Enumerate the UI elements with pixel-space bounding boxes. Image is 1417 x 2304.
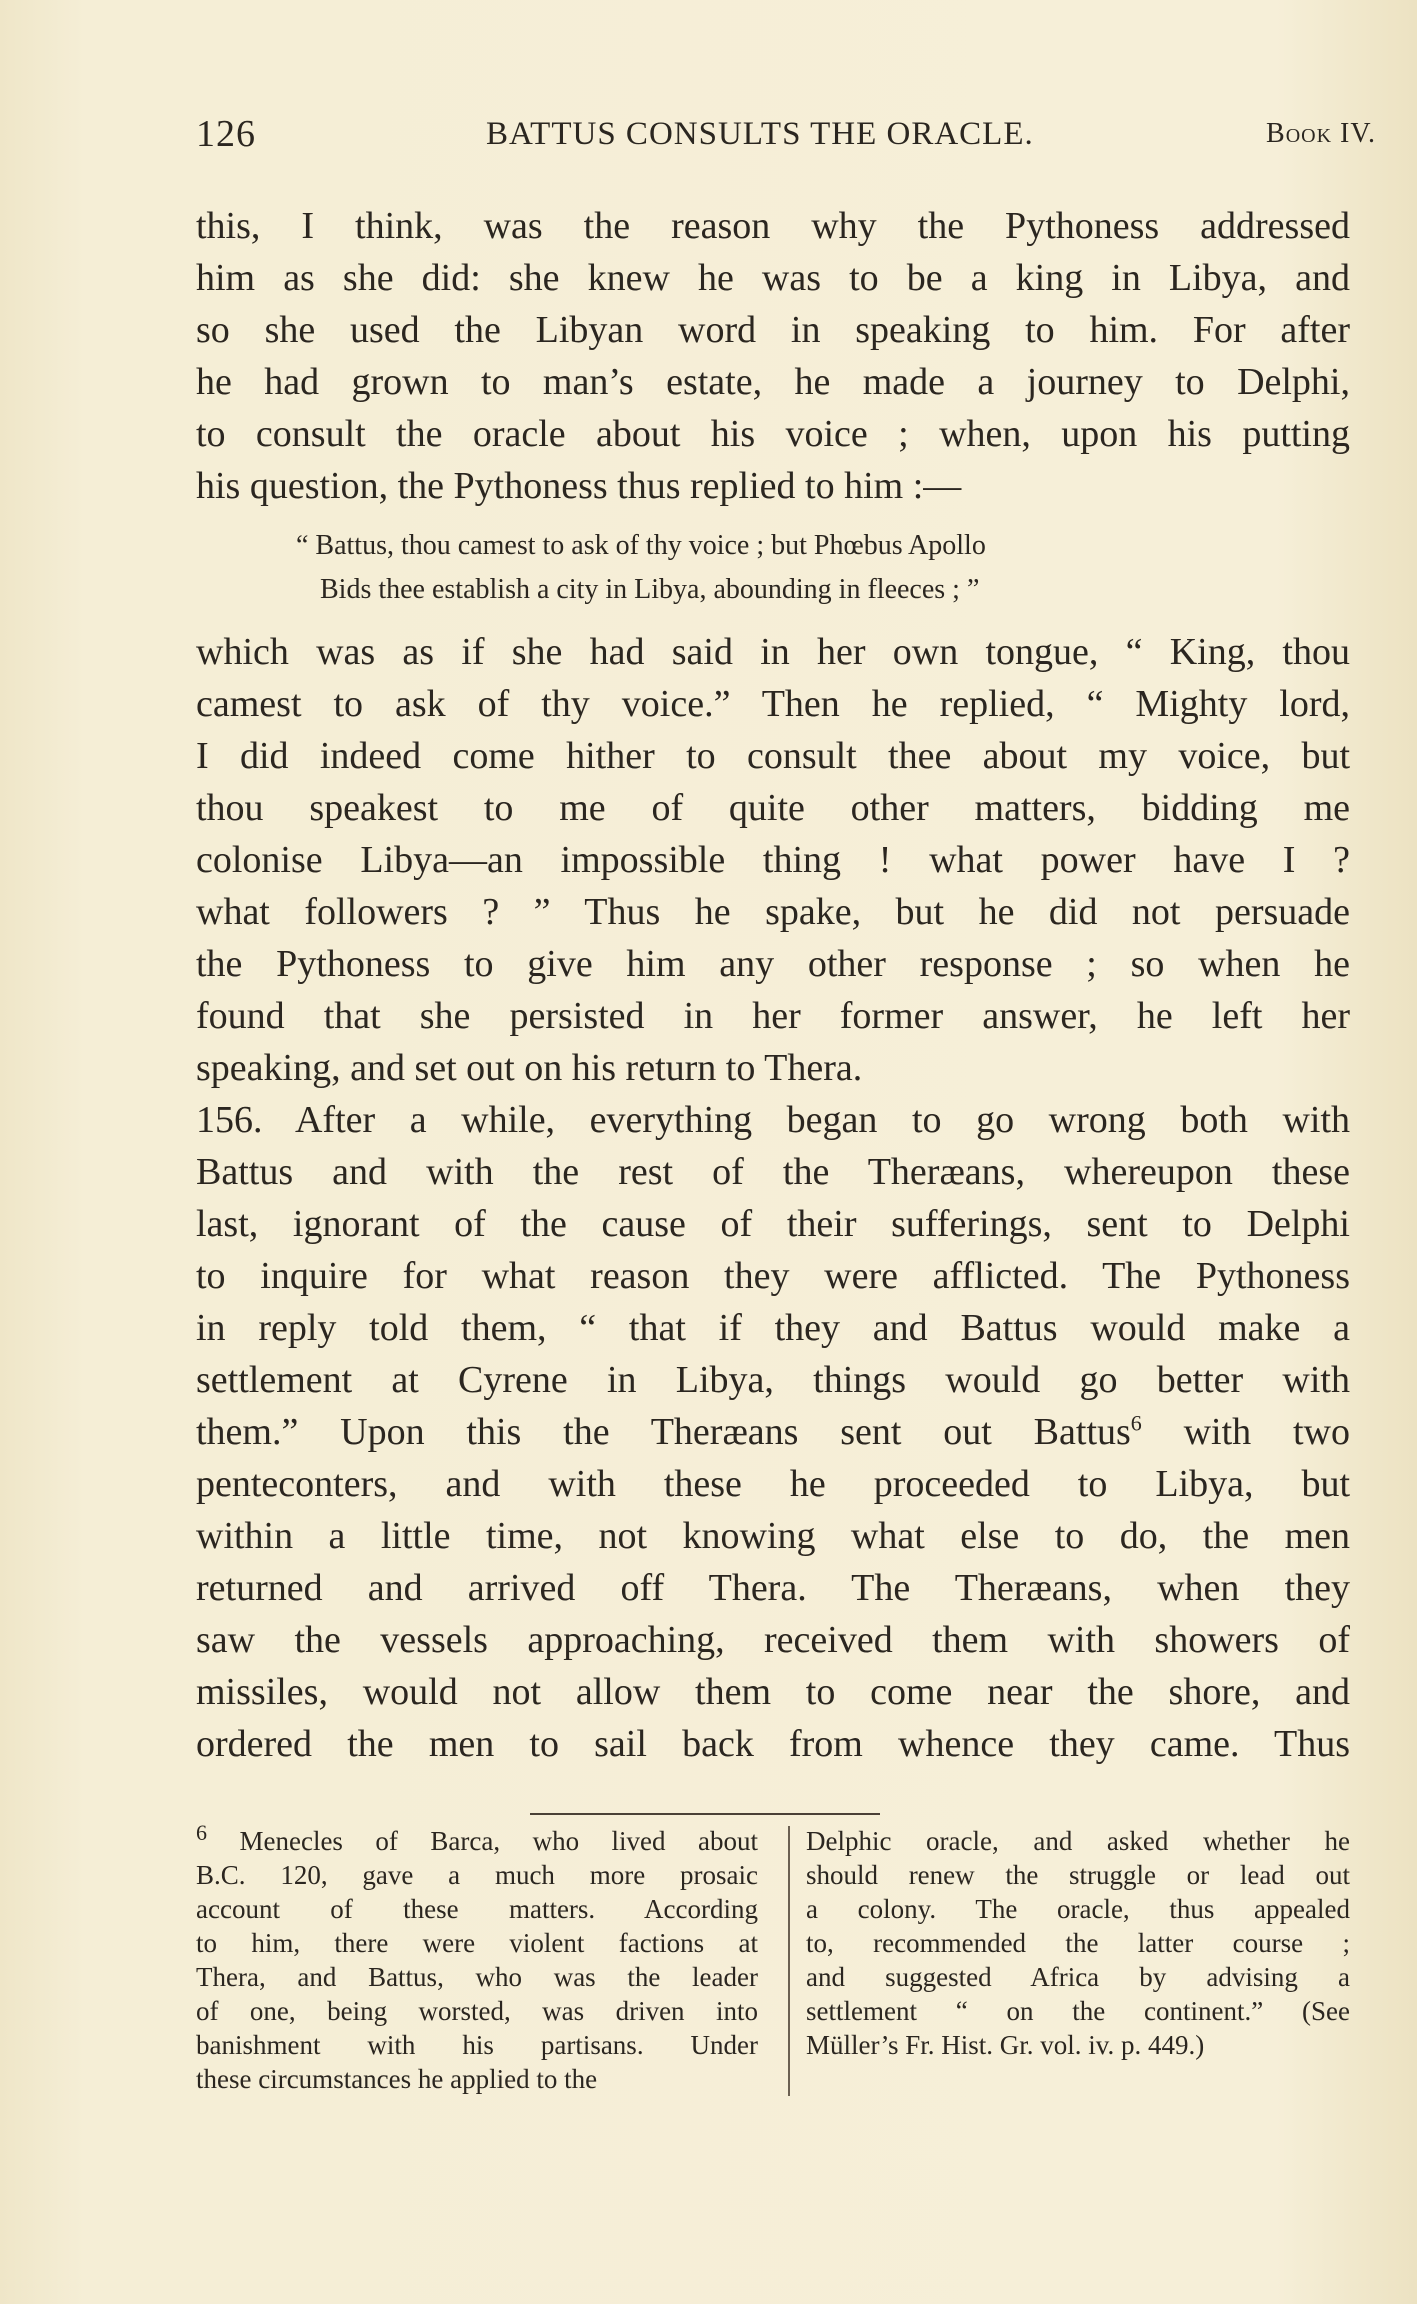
footnote-column-divider [788,1826,790,2096]
main-text [196,200,1350,1770]
text-line: settlement at Cyrene in Libya, things would go better with [196,1359,1350,1401]
text-line: colonise Libya—an impossible thing ! what power have I ? [196,839,1350,881]
text-line: this, I think, was the reason why the Pythoness addressed [196,205,1350,247]
text-line: speaking, and set out on his return to Thera. [196,1047,863,1089]
footnote-line: should renew the struggle or lead out [806,1860,1350,1890]
text-line: which was as if she had said in her own tongue, “ King, thou [196,631,1350,673]
footnote-line: Delphic oracle, and asked whether he [806,1826,1350,1856]
footnote-right-column [806,1824,1350,2062]
text-line: found that she persisted in her former answer, he left her [196,995,1350,1037]
footnote-divider [530,1813,880,1815]
footnote-line: B.C. 120, gave a much more prosaic [196,1860,758,1890]
text-line: I did indeed come hither to consult thee about my voice, but [196,735,1350,777]
text-line: his question, the Pythoness thus replied to him :— [196,465,962,507]
text-line: camest to ask of thy voice.” Then he replied, “ Mighty lord, [196,683,1350,725]
text-line: missiles, would not allow them to come near the shore, and [196,1671,1350,1713]
text-segment: them.” Upon this the Theræans sent out Battus [196,1411,1131,1453]
footnote-line: of one, being worsted, was driven into [196,1996,758,2026]
text-line: to inquire for what reason they were afflicted. The Pythoness [196,1255,1350,1297]
text-line: he had grown to man’s estate, he made a journey to Delphi, [196,361,1350,403]
text-line: within a little time, not knowing what else to do, the men [196,1515,1350,1557]
footnote-marker: 6 [196,1824,207,1845]
text-line-with-footnote [196,1406,1350,1458]
text-line: to consult the oracle about his voice ; when, upon his putting [196,413,1350,455]
text-line: thou speakest to me of quite other matters, bidding me [196,787,1350,829]
text-line: in reply told them, “ that if they and Battus would make a [196,1307,1350,1349]
text-line: penteconters, and with these he proceeded to Libya, but [196,1463,1350,1505]
text-line: 156. After a while, everything began to go wrong both with [196,1099,1350,1141]
footnote-line: and suggested Africa by advising a [806,1962,1350,1992]
footnote-line: to him, there were violent factions at [196,1928,758,1958]
footnote-line: Thera, and Battus, who was the leader [196,1962,758,1992]
text-line: him as she did: she knew he was to be a king in Libya, and [196,257,1350,299]
footnote-line: settlement “ on the continent.” (See [806,1996,1350,2026]
footnote-left-column [196,1824,758,2096]
footnote-line: banishment with his partisans. Under [196,2030,758,2060]
text-line: what followers ? ” Thus he spake, but he did not persuade [196,891,1350,933]
footnote-line: to, recommended the latter course ; [806,1928,1350,1958]
text-line: so she used the Libyan word in speaking to him. For after [196,309,1350,351]
page-number: 126 [196,113,256,155]
text-line: saw the vessels approaching, received them with showers of [196,1619,1350,1661]
footnote-line: these circumstances he applied to the [196,2064,598,2094]
running-header [196,112,1376,162]
footnote-line: a colony. The oracle, thus appealed [806,1894,1350,1924]
text-line: ordered the men to sail back from whence they came. Thus [196,1723,1350,1765]
footnote-reference[interactable]: 6 [1130,1410,1142,1436]
text-line: Battus and with the rest of the Theræans, whereupon these [196,1151,1350,1193]
text-segment: with two [1141,1411,1350,1453]
footnote-line: account of these matters. According [196,1894,758,1924]
running-title: BATTUS CONSULTS THE ORACLE. [486,116,1034,152]
text-line: the Pythoness to give him any other response ; so when he [196,943,1350,985]
text-line: returned and arrived off Thera. The Theræans, when they [196,1567,1350,1609]
footnote-line: $^6$ Menecles of Barca, who lived about [196,1824,758,1858]
text-line: last, ignorant of the cause of their sufferings, sent to Delphi [196,1203,1350,1245]
oracle-verse-line: Bids thee establish a city in Libya, abounding in fleeces ; ” [320,574,980,605]
oracle-verse-line: “ Battus, thou camest to ask of thy voice ; but Phœbus Apollo [296,530,986,561]
footnote-line: Müller’s Fr. Hist. Gr. vol. iv. p. 449.) [806,2030,1205,2060]
book-label: Book IV. [1266,118,1376,149]
